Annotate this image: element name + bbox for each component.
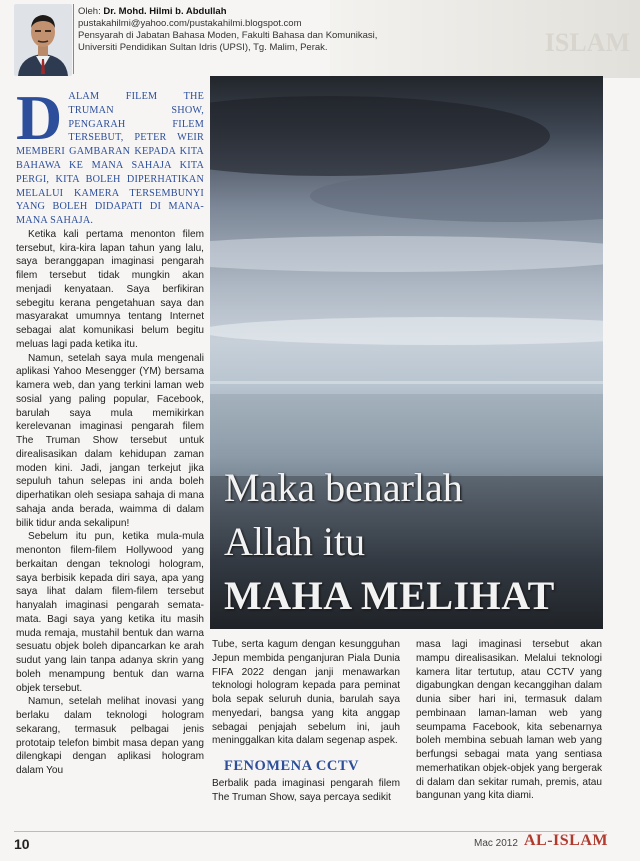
header-divider [73, 4, 74, 74]
author-label: Oleh: [78, 6, 104, 17]
column-2-body-after [212, 777, 400, 805]
paragraph: Namun, setelah saya mula mengenali aplikasi Yahoo Mesengger (YM) bersama kamera web, dan yang terkini laman web sosial yang paling popular, Facebook, barulah saya mula memikirkan kerelevanan imaginasi pengarah filem The Truman Show tersebut untuk direalisasikan dalam kehidupan zaman moden kini. Jadi, jangan terkejut jika sepuluh tahun selepas ini anda boleh diperhatikan oleh sesiapa sahaja di mana sahaja anda berada, waimma di dalam bilik tidur anda sekalipun! [16, 352, 204, 529]
paragraph: Namun, setelah melihat inovasi yang berlaku dalam teknologi hologram sekarang, termasuk pelbagai jenis prototaip telefon bimbit masa depan yang dilengkapi dengan aplikasi hologram dalam You [16, 696, 204, 777]
issue-date: Mac 2012 [474, 838, 518, 849]
sky-sea-photo [210, 76, 603, 629]
magazine-logo: AL-ISLAM [524, 832, 609, 849]
column-2-body [212, 638, 400, 748]
author-photo [14, 4, 72, 76]
column-1-body [16, 228, 204, 778]
intro-paragraph [16, 82, 204, 228]
paragraph: Ketika kali pertama menonton filem tersebut, kira-kira lapan tahun yang lalu, saya beranggapan imaginasi pengarah filem tersebut tidak mungkin akan menjadi kenyataan. Saya berfikiran sebegitu kerana pengetahuan saya dan masyarakat umumnya tentang Internet sebagai alat komunikasi belum begitu meluas lagi pada ketika itu. [16, 228, 204, 350]
paragraph: masa lagi imaginasi tersebut akan mampu direalisasikan. Melalui teknologi kamera litar tertutup, atau CCTV yang digabungkan dengan kecanggihan dalam dunia siber hari ini, termasuk dalam pembinaan laman-laman web yang seumpama Facebook, kita sebenarnya boleh membina sebuah laman web yang berfungsi sebagai mata yang sentiasa memerhatikan objek-objek yang bergerak di dalam dan sekitar rumah, premis, atau bangunan yang kita diami. [416, 639, 602, 802]
page-number: 10 [14, 836, 30, 852]
author-institution: Universiti Pendidikan Sultan Idris (UPSI), Tg. Malim, Perak. [78, 42, 328, 53]
author-position: Pensyarah di Jabatan Bahasa Moden, Fakulti Bahasa dan Komunikasi, [78, 30, 378, 41]
header-watermark: ISLAM [544, 28, 630, 57]
paragraph: Berbalik pada imaginasi pengarah filem The Truman Show, saya percaya sedikit [212, 778, 400, 803]
author-contact: pustakahilmi@yahoo.com/pustakahilmi.blogspot.com [78, 18, 302, 29]
footer-rule [14, 831, 604, 832]
column-2 [212, 638, 400, 805]
subheading: FENOMENA CCTV [224, 758, 359, 774]
drop-cap: D [16, 82, 63, 153]
headline-line-1: Maka benarlah [224, 465, 463, 510]
column-3-body [416, 638, 602, 803]
paragraph: Sebelum itu pun, ketika mula-mula menonton filem-filem Hollywood yang berkaitan dengan teknologi hologram, saya berbisik kepada diri saya, apa yang saya lihat dalam filem-filem tersebut hanyalah imaginasi pengarah semata-mata. Bagi saya yang ketika itu masih muda remaja, mustahil bentuk dan warna sesuatu objek boleh dipancarkan ke arah sudut yang lain tanpa adanya skrin yang boleh menampung bentuk dan warna objek tersebut. [16, 531, 204, 694]
headline-line-2: Allah itu [224, 519, 366, 564]
intro-text: ALAM FILEM THE TRUMAN SHOW, PENGARAH FILEM TERSEBUT, PETER WEIR MEMBERI GAMBARAN KEPADA KITA BAHAWA KE MANA SAHAJA KITA PERGI, KITA BOLEH DIPERHATIKAN MELALUI KAMERA TERSEMBUNYI YANG BOLEH DIDAPATI DI MANA-MANA SAHAJA. [16, 91, 204, 227]
author-name: Dr. Mohd. Hilmi b. Abdullah [103, 6, 227, 17]
paragraph: Tube, serta kagum dengan kesungguhan Jepun membida penganjuran Piala Dunia FIFA 2022 dengan janji menawarkan teknologi hologram kepada para peminat bola sepak seluruh dunia, barulah saya menyedari, bangsa yang kita anggap sebagai penjajah sebelum ini, jauh meninggalkan kita dalam segenap aspek. [212, 639, 400, 747]
author-info [78, 6, 377, 54]
headline-line-3: MAHA MELIHAT [224, 573, 555, 618]
column-3 [416, 638, 602, 803]
column-1 [16, 82, 204, 778]
